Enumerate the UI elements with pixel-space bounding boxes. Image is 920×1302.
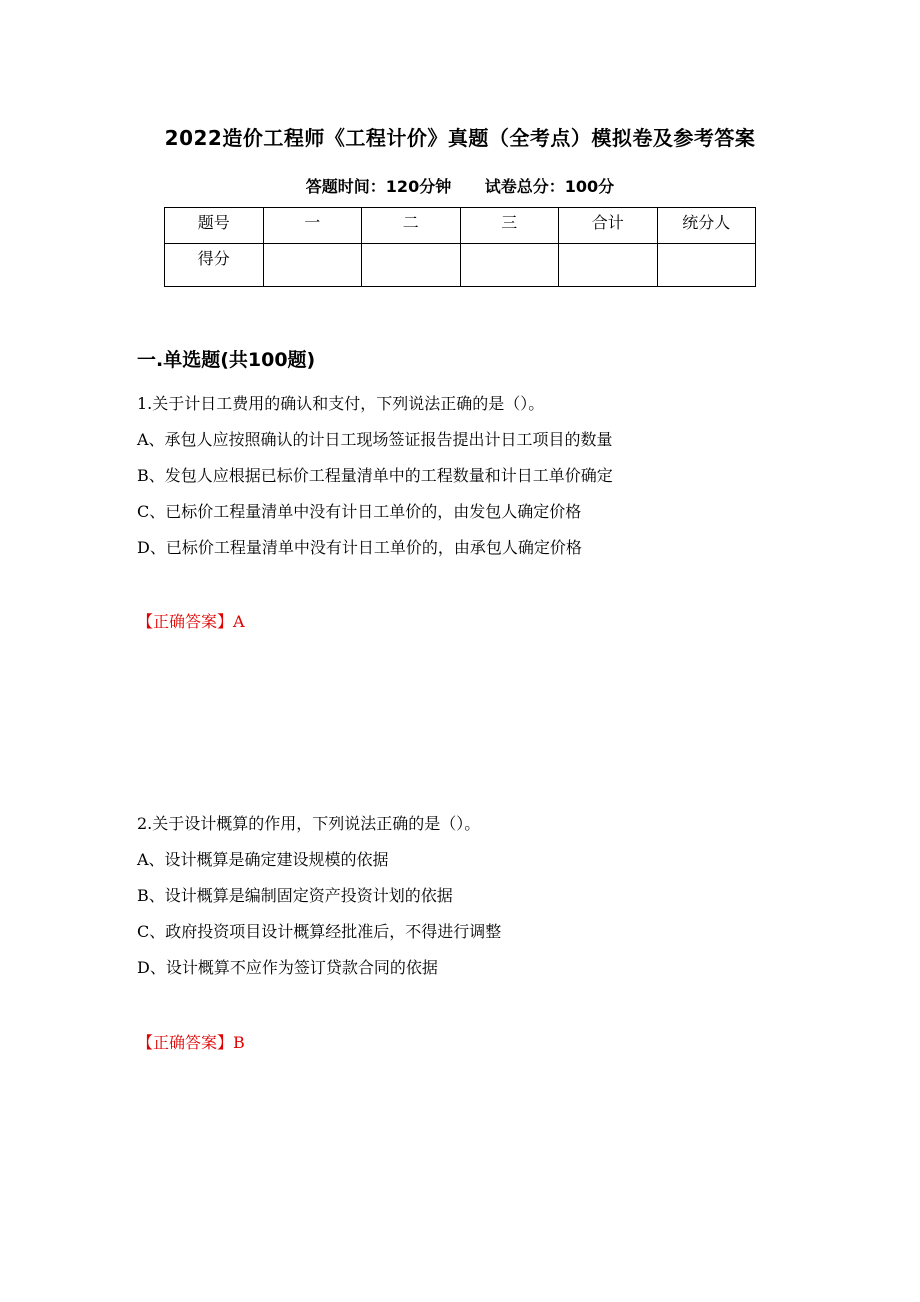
exam-meta [0, 174, 920, 197]
option-d: D、设计概算不应作为签订贷款合同的依据 [137, 958, 438, 977]
header-cell: 三 [460, 208, 559, 244]
header-cell: 二 [362, 208, 461, 244]
header-cell: 统分人 [657, 208, 756, 244]
document-title: 2022造价工程师《工程计价》真题（全考点）模拟卷及参考答案 [164, 126, 756, 150]
header-cell: 题号 [165, 208, 264, 244]
header-cell: 合计 [559, 208, 658, 244]
score-cell [362, 244, 461, 287]
answer-2: 【正确答案】B [137, 1033, 245, 1052]
score-cell [559, 244, 658, 287]
option-d: D、已标价工程量清单中没有计日工单价的，由承包人确定价格 [137, 538, 582, 557]
option-c: C、政府投资项目设计概算经批准后，不得进行调整 [137, 922, 502, 941]
score-table-score-row [165, 244, 756, 287]
question-stem: 1.关于计日工费用的确认和支付，下列说法正确的是（）。 [137, 394, 545, 413]
exam-time: 答题时间：120分钟 [305, 177, 452, 196]
question-1 [137, 386, 613, 566]
score-table [164, 207, 756, 287]
option-b: B、发包人应根据已标价工程量清单中的工程数量和计日工单价确定 [137, 466, 613, 485]
score-row-label: 得分 [165, 244, 264, 287]
score-table-header-row [165, 208, 756, 244]
score-cell [460, 244, 559, 287]
exam-total-score: 试卷总分：100分 [484, 177, 615, 196]
score-cell [657, 244, 756, 287]
option-a: A、设计概算是确定建设规模的依据 [137, 850, 389, 869]
header-cell: 一 [263, 208, 362, 244]
question-stem: 2.关于设计概算的作用，下列说法正确的是（）。 [137, 814, 481, 833]
option-c: C、已标价工程量清单中没有计日工单价的，由发包人确定价格 [137, 502, 582, 521]
score-cell [263, 244, 362, 287]
option-a: A、承包人应按照确认的计日工现场签证报告提出计日工项目的数量 [137, 430, 613, 449]
answer-1: 【正确答案】A [137, 612, 245, 631]
option-b: B、设计概算是编制固定资产投资计划的依据 [137, 886, 453, 905]
section-title: 一.单选题(共100题) [137, 349, 316, 371]
question-2 [137, 806, 501, 986]
